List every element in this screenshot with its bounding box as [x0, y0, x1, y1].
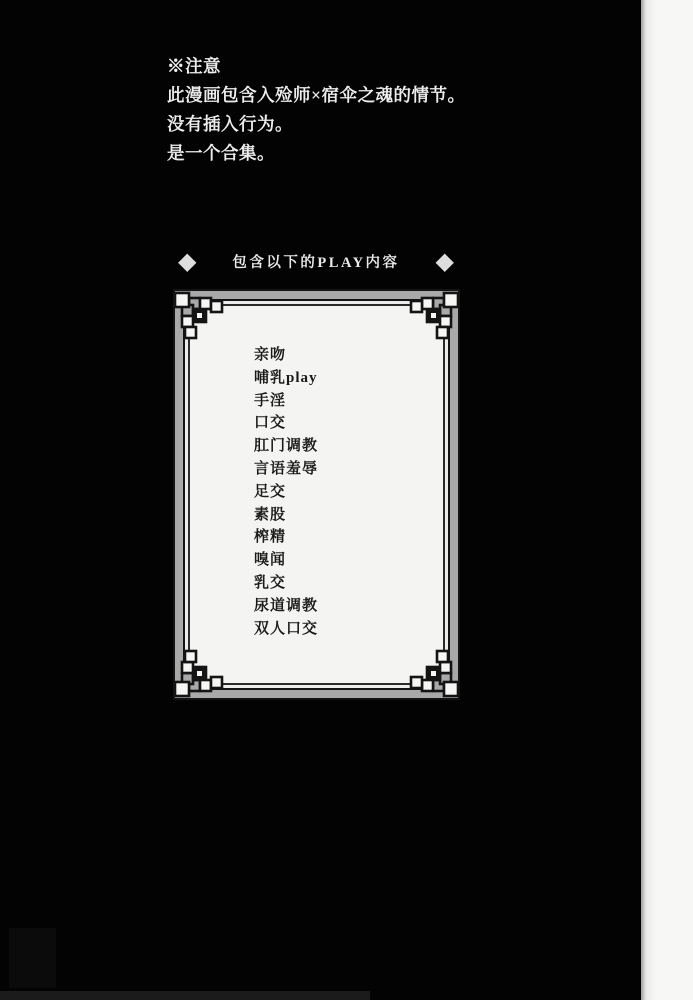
frame-corner-ornament [172, 288, 230, 346]
play-list-item: 乳交 [254, 574, 287, 591]
frame-corner-ornament [403, 288, 461, 346]
play-list-item: 尿道调教 [254, 597, 319, 614]
play-list-item: 榨精 [254, 529, 287, 546]
play-list-item: 手淫 [254, 392, 287, 409]
scan-corner-smudge [9, 928, 56, 988]
play-content-header [178, 246, 454, 276]
scan-bottom-shadow [0, 991, 370, 1000]
play-list-item: 素股 [254, 506, 287, 523]
notice-line: 此漫画包含入殓师×宿伞之魂的情节。 [167, 85, 466, 105]
play-list-item: 口交 [254, 415, 287, 432]
play-list-item: 亲吻 [254, 347, 287, 363]
play-list-item: 足交 [254, 483, 287, 500]
frame-band-inner-line [183, 299, 450, 690]
notice-title: ※注意 [167, 56, 221, 76]
play-list-item: 肛门调教 [254, 438, 319, 455]
notice-block [167, 52, 587, 168]
play-list-item: 哺乳play [254, 369, 318, 386]
ornamental-frame [173, 289, 460, 700]
frame-corner-ornament [172, 643, 230, 701]
play-header-label: 包含以下的PLAY内容 [232, 254, 400, 271]
scan-edge-strip [641, 0, 693, 1000]
play-list-item: 双人口交 [254, 620, 319, 637]
diamond-icon: ◆ [178, 247, 197, 275]
play-list-item: 嗅闻 [254, 552, 287, 569]
frame-outer-band [173, 289, 460, 700]
play-list [254, 344, 439, 640]
notice-line: 没有插入行为。 [167, 114, 293, 134]
frame-corner-ornament [403, 643, 461, 701]
frame-paper [188, 304, 445, 685]
notice-line: 是一个合集。 [167, 143, 275, 163]
play-list-item: 言语羞辱 [254, 460, 319, 477]
diamond-icon: ◆ [435, 247, 454, 275]
